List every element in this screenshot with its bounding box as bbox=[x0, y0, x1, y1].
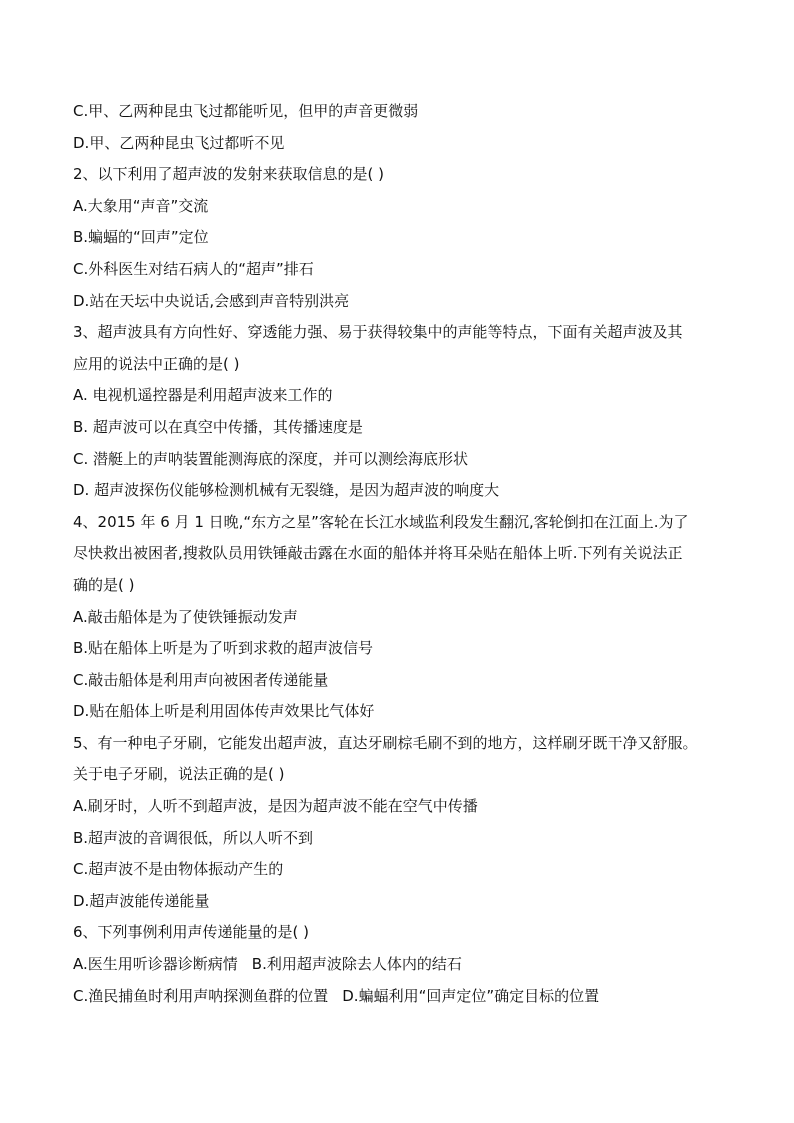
question-stem: 3、超声波具有方向性好、穿透能力强、易于获得较集中的声能等特点，下面有关超声波及其 bbox=[73, 323, 683, 342]
option-text: A.医生用听诊器诊断病情 bbox=[73, 955, 238, 974]
question-stem: 关于电子牙刷，说法正确的是( ) bbox=[73, 765, 285, 784]
option-row bbox=[73, 981, 753, 1013]
option-text: D.贴在船体上听是利用固体传声效果比气体好 bbox=[73, 702, 375, 721]
question-stem: 5、有一种电子牙刷，它能发出超声波，直达牙刷棕毛刷不到的地方，这样刷牙既干净又舒服。 bbox=[73, 733, 698, 752]
question-stem: 确的是( ) bbox=[73, 575, 135, 594]
question-stem: 应用的说法中正确的是( ) bbox=[73, 354, 240, 373]
option-text: C.超声波不是由物体振动产生的 bbox=[73, 860, 284, 879]
question-4 bbox=[73, 507, 753, 728]
option-text: B. 超声波可以在真空中传播，其传播速度是 bbox=[73, 417, 363, 436]
question-stem: 4、2015 年 6 月 1 日晚,“东方之星”客轮在长江水域监利段发生翻沉,客轮倒扣在江面上.为了 bbox=[73, 512, 689, 531]
option-row bbox=[73, 949, 753, 981]
option-text: A.刷牙时，人听不到超声波，是因为超声波不能在空气中传播 bbox=[73, 797, 478, 816]
option-text: D.甲、乙两种昆虫飞过都听不见 bbox=[73, 133, 285, 152]
option-text: A. 电视机遥控器是利用超声波来工作的 bbox=[73, 386, 333, 405]
option-text: A.大象用“声音”交流 bbox=[73, 196, 209, 215]
question-stem: 6、下列事例利用声传递能量的是( ) bbox=[73, 923, 310, 942]
question-3 bbox=[73, 317, 753, 507]
question-5 bbox=[73, 728, 753, 918]
option-text: C.渔民捕鱼时利用声呐探测鱼群的位置 bbox=[73, 986, 329, 1005]
page-content bbox=[73, 96, 753, 1012]
option-text: B.蝙蝠的“回声”定位 bbox=[73, 228, 209, 247]
option-text: D. 超声波探伤仪能够检测机械有无裂缝，是因为超声波的响度大 bbox=[73, 481, 500, 500]
option-text: B.利用超声波除去人体内的结石 bbox=[251, 955, 462, 974]
option-text: C. 潜艇上的声呐装置能测海底的深度，并可以测绘海底形状 bbox=[73, 449, 469, 468]
option-text: B.超声波的音调很低，所以人听不到 bbox=[73, 828, 314, 847]
question-stem: 2、以下利用了超声波的发射来获取信息的是( ) bbox=[73, 165, 385, 184]
option-text: D.超声波能传递能量 bbox=[73, 891, 210, 910]
question-2 bbox=[73, 159, 753, 317]
question-6 bbox=[73, 917, 753, 1012]
option-text: C.敲击船体是利用声向被困者传递能量 bbox=[73, 670, 329, 689]
option-text: B.贴在船体上听是为了听到求救的超声波信号 bbox=[73, 639, 374, 658]
option-text: D.站在天坛中央说话,会感到声音特别洪亮 bbox=[73, 291, 350, 310]
carryover-options bbox=[73, 96, 753, 159]
option-text: C.甲、乙两种昆虫飞过都能听见，但甲的声音更微弱 bbox=[73, 102, 419, 120]
option-text: A.敲击船体是为了使铁锤振动发声 bbox=[73, 607, 298, 626]
option-text: D.蝙蝠利用“回声定位”确定目标的位置 bbox=[342, 986, 600, 1005]
option-text: C.外科医生对结石病人的“超声”排石 bbox=[73, 259, 314, 278]
question-stem: 尽快救出被困者,搜救队员用铁锤敲击露在水面的船体并将耳朵贴在船体上听.下列有关说法正 bbox=[73, 544, 683, 563]
